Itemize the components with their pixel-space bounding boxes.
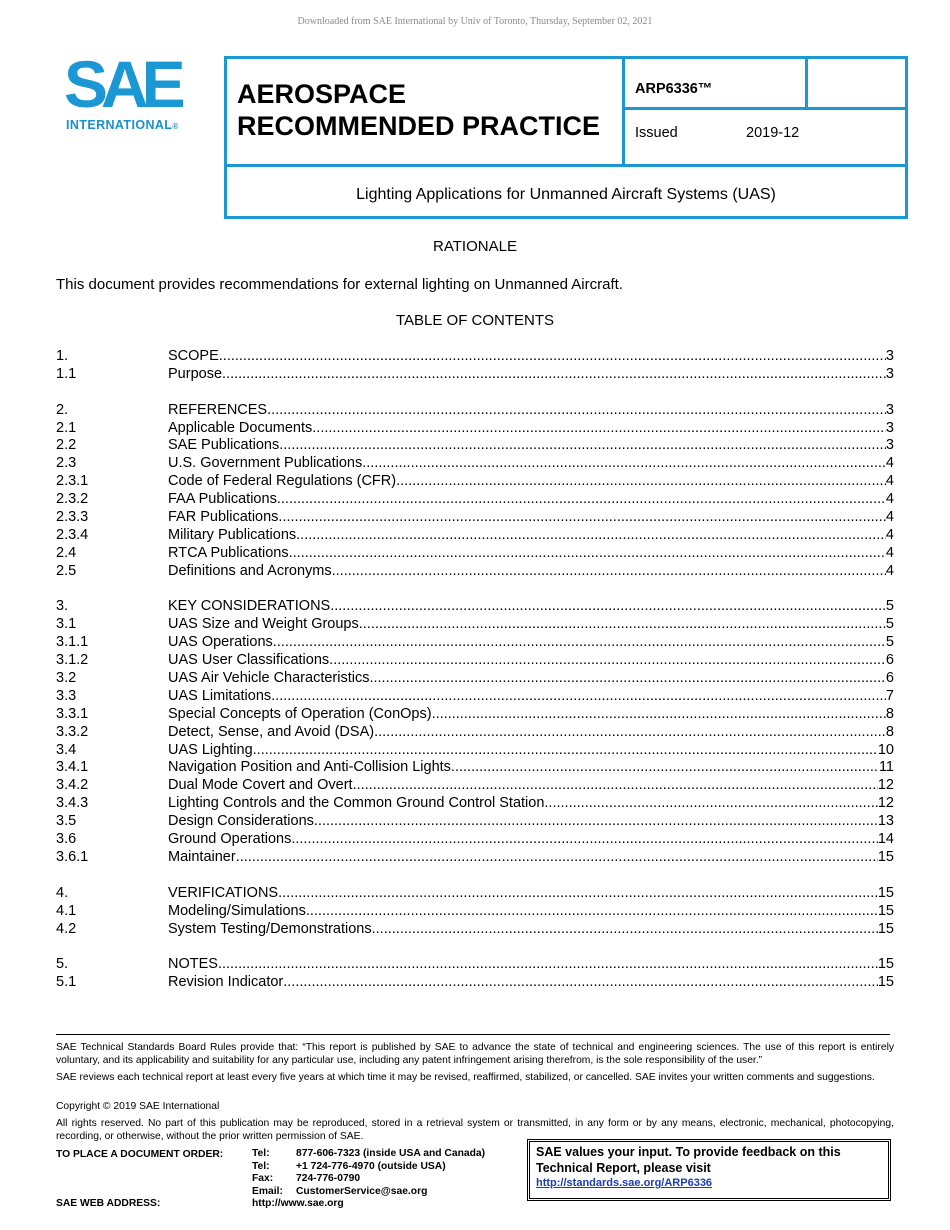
toc-entry[interactable]: [56, 473, 894, 491]
toc-entry-number: 2.4: [56, 544, 77, 561]
toc-entry[interactable]: [56, 974, 894, 992]
toc-leader-dots: [353, 777, 878, 795]
toc-entry-title: NOTES: [168, 956, 218, 973]
download-notice: Downloaded from SAE International by Univ of Toronto, Thursday, September 02, 2021: [297, 16, 653, 27]
toc-entry-number: 2.3.1: [56, 473, 89, 490]
toc-entry-number: 1.: [56, 348, 69, 364]
contact-row: [252, 1148, 486, 1161]
toc-entry-page: 15: [877, 974, 894, 991]
toc-entry[interactable]: [56, 777, 894, 795]
toc-entry[interactable]: [56, 813, 894, 831]
document-type-line2: RECOMMENDED PRACTICE: [237, 111, 601, 141]
toc-entry-page: 12: [877, 777, 894, 794]
toc-entry-number: 3.3.1: [56, 705, 89, 722]
document-title: Lighting Applications for Unmanned Aircraft Systems (UAS): [356, 186, 776, 203]
toc-entry[interactable]: [56, 420, 894, 438]
toc-entry-page: 12: [877, 795, 894, 812]
toc-entry-title: UAS Limitations: [168, 687, 272, 704]
toc-entry-page: 4: [885, 544, 894, 561]
toc-leader-dots: [279, 437, 886, 455]
toc-entry-number: 3.1.2: [56, 652, 89, 669]
toc-entry[interactable]: [56, 956, 894, 974]
toc-entry-title: FAR Publications: [168, 509, 279, 526]
toc-entry[interactable]: [56, 634, 894, 652]
toc-leader-dots: [432, 706, 886, 724]
toc-entry-title: Military Publications: [168, 526, 297, 543]
feedback-box: [527, 1139, 891, 1201]
toc-entry[interactable]: [56, 563, 894, 581]
toc-entry-number: 3.4: [56, 741, 77, 758]
sae-logo-subtext: INTERNATIONAL®: [66, 118, 179, 132]
toc-entry-page: 8: [885, 705, 894, 722]
contact-row: [252, 1173, 361, 1186]
table-of-contents: [56, 348, 894, 992]
toc-entry-title: Applicable Documents: [168, 419, 313, 436]
contact-row: [252, 1160, 446, 1174]
toc-entry-page: 3: [885, 437, 894, 454]
toc-entry[interactable]: [56, 402, 894, 420]
toc-leader-dots: [236, 849, 878, 867]
toc-entry-title: KEY CONSIDERATIONS: [168, 598, 331, 615]
toc-entry[interactable]: [56, 598, 894, 616]
toc-entry-title: Modeling/Simulations: [168, 902, 306, 919]
toc-entry-page: 6: [885, 670, 894, 687]
toc-entry-number: 3.1.1: [56, 634, 89, 651]
toc-entry-page: 15: [877, 884, 894, 901]
toc-entry-page: 8: [885, 723, 894, 740]
web-address-label: SAE WEB ADDRESS:: [56, 1198, 161, 1209]
toc-entry-number: 3.4.3: [56, 795, 89, 812]
feedback-link[interactable]: http://standards.sae.org/ARP6336: [536, 1177, 713, 1189]
toc-leader-dots: [277, 491, 886, 509]
contact-key: Tel:: [252, 1160, 270, 1172]
toc-entry-number: 2.3.4: [56, 526, 89, 543]
toc-leader-dots: [291, 831, 878, 849]
toc-leader-dots: [283, 974, 878, 992]
toc-entry[interactable]: [56, 545, 894, 563]
toc-entry-title: UAS Air Vehicle Characteristics: [168, 670, 370, 687]
toc-entry-number: 3.5: [56, 813, 77, 830]
toc-entry-number: 4.: [56, 884, 69, 901]
toc-entry-title: UAS Size and Weight Groups: [168, 616, 359, 633]
toc-entry-page: 15: [877, 848, 894, 865]
toc-entry-number: 5.: [56, 956, 69, 973]
toc-leader-dots: [273, 634, 886, 652]
toc-entry-title: SCOPE: [168, 348, 219, 364]
toc-entry-page: 5: [885, 598, 894, 615]
toc-leader-dots: [372, 921, 878, 939]
toc-entry-page: 4: [885, 509, 894, 526]
toc-entry[interactable]: [56, 849, 894, 867]
toc-entry[interactable]: [56, 616, 894, 634]
contact-row: [252, 1185, 428, 1199]
toc-entry[interactable]: [56, 831, 894, 849]
rationale-heading: RATIONALE: [433, 238, 517, 255]
document-header: [224, 56, 908, 219]
contact-key: Email:: [252, 1185, 283, 1197]
toc-leader-dots: [306, 903, 878, 921]
toc-entry[interactable]: [56, 795, 894, 813]
toc-entry-title: RTCA Publications: [168, 544, 289, 561]
toc-entry-page: 6: [885, 652, 894, 669]
toc-leader-dots: [253, 742, 878, 760]
toc-leader-dots: [222, 366, 886, 384]
toc-entry-number: 2.1: [56, 419, 77, 436]
toc-entry-title: Purpose: [168, 365, 223, 382]
toc-entry-title: Definitions and Acronyms: [168, 562, 332, 579]
copyright: Copyright © 2019 SAE International: [56, 1101, 220, 1112]
toc-entry-number: 3.4.2: [56, 777, 89, 794]
toc-leader-dots: [296, 527, 886, 545]
toc-entry[interactable]: [56, 759, 894, 777]
standards-board-rules: SAE Technical Standards Board Rules provide that: “This report is published by SAE to advance the state of technical and engineering sciences. The use of this report is entirely voluntary, and its applicability and suitability for any particular use, including any patent infringement arising therefrom, is the sole responsibility of the user.”: [56, 1042, 894, 1066]
toc-entry[interactable]: [56, 437, 894, 455]
document-number-cell: [625, 59, 808, 110]
toc-entry-title: Special Concepts of Operation (ConOps): [168, 705, 432, 722]
toc-entry-number: 2.3.3: [56, 509, 89, 526]
toc-leader-dots: [219, 348, 886, 366]
toc-entry-number: 2.5: [56, 562, 77, 579]
toc-leader-dots: [544, 795, 877, 813]
toc-entry-page: 14: [877, 831, 894, 848]
toc-entry-page: 10: [877, 741, 894, 758]
toc-entry-page: 3: [885, 348, 894, 364]
contact-value: +1 724-776-4970 (outside USA): [296, 1160, 446, 1172]
toc-entry-page: 5: [885, 634, 894, 651]
toc-entry-number: 3.3: [56, 687, 77, 704]
toc-leader-dots: [218, 956, 878, 974]
toc-entry-title: Revision Indicator: [168, 974, 284, 991]
toc-entry-title: Maintainer: [168, 848, 236, 865]
toc-entry-page: 4: [885, 562, 894, 579]
document-number: ARP6336™: [635, 81, 713, 97]
toc-entry-title: Code of Federal Regulations (CFR): [168, 473, 397, 490]
toc-heading: TABLE OF CONTENTS: [395, 312, 555, 329]
toc-entry-page: 4: [885, 455, 894, 472]
toc-entry-title: REFERENCES: [168, 401, 268, 418]
toc-entry-page: 13: [877, 813, 894, 830]
toc-entry-title: UAS Lighting: [168, 741, 253, 758]
toc-leader-dots: [278, 509, 886, 527]
toc-entry[interactable]: [56, 921, 894, 939]
toc-leader-dots: [271, 688, 886, 706]
toc-entry-number: 3.: [56, 598, 69, 615]
review-notice: SAE reviews each technical report at least every five years at which time it may be revised, reaffirmed, stabilized, or cancelled. SAE invites your written comments and suggestions.: [56, 1072, 875, 1083]
toc-entry-title: SAE Publications: [168, 437, 280, 454]
toc-entry-title: Lighting Controls and the Common Ground Control Station: [168, 795, 545, 812]
toc-entry-title: UAS User Classifications: [168, 652, 330, 669]
toc-entry-number: 2.2: [56, 437, 77, 454]
toc-entry-page: 11: [878, 759, 894, 776]
toc-entry-page: 3: [885, 401, 894, 418]
toc-entry[interactable]: [56, 903, 894, 921]
toc-entry-title: Ground Operations: [168, 831, 292, 848]
toc-entry[interactable]: [56, 509, 894, 527]
document-type-line1: AEROSPACE: [237, 79, 407, 109]
toc-entry[interactable]: [56, 742, 894, 760]
toc-leader-dots: [312, 420, 886, 438]
toc-entry-number: 2.3.2: [56, 491, 89, 508]
toc-entry-title: System Testing/Demonstrations: [168, 920, 372, 937]
toc-leader-dots: [314, 813, 878, 831]
contact-key: Fax:: [252, 1173, 274, 1184]
toc-entry[interactable]: [56, 527, 894, 545]
toc-entry[interactable]: [56, 885, 894, 903]
toc-leader-dots: [267, 402, 886, 420]
toc-entry-number: 2.: [56, 401, 69, 418]
toc-entry-title: Dual Mode Covert and Overt: [168, 777, 353, 794]
rights-notice: All rights reserved. No part of this publication may be reproduced, stored in a retrieval system or transmitted, in any form or by any means, electronic, mechanical, photocopying, recording, or otherwise, without the prior written permission of SAE.: [56, 1118, 894, 1142]
toc-leader-dots: [332, 563, 886, 581]
toc-entry[interactable]: [56, 455, 894, 473]
issued-date: 2019-12: [746, 125, 800, 141]
sae-logo-letters: SAE: [64, 55, 179, 113]
toc-entry-title: U.S. Government Publications: [168, 455, 363, 472]
contact-key: Tel:: [252, 1148, 270, 1159]
toc-entry-title: FAA Publications: [168, 491, 277, 508]
toc-entry-title: UAS Operations: [168, 634, 273, 651]
contact-info: [252, 1148, 486, 1211]
toc-entry-number: 3.3.2: [56, 723, 89, 740]
toc-leader-dots: [374, 724, 886, 742]
contact-value: 877-606-7323 (inside USA and Canada): [296, 1148, 486, 1159]
order-label: TO PLACE A DOCUMENT ORDER:: [56, 1149, 224, 1160]
issued-cell: [625, 110, 905, 167]
toc-entry-page: 15: [877, 920, 894, 937]
toc-entry-page: 7: [885, 687, 894, 704]
toc-entry[interactable]: [56, 688, 894, 706]
toc-entry-number: 3.6: [56, 831, 77, 848]
toc-entry-number: 4.1: [56, 902, 77, 919]
toc-entry-number: 3.6.1: [56, 848, 89, 865]
toc-entry-number: 2.3: [56, 455, 77, 472]
toc-entry[interactable]: [56, 366, 894, 384]
toc-entry-title: Navigation Position and Anti-Collision Lights: [168, 759, 451, 776]
issued-label: Issued: [635, 125, 678, 141]
contact-value: CustomerService@sae.org: [296, 1185, 428, 1197]
toc-leader-dots: [369, 670, 885, 688]
toc-entry[interactable]: [56, 670, 894, 688]
toc-leader-dots: [278, 885, 878, 903]
toc-leader-dots: [396, 473, 886, 491]
web-address[interactable]: http://www.sae.org: [252, 1198, 344, 1209]
toc-entry-title: Detect, Sense, and Avoid (DSA): [168, 723, 375, 740]
toc-entry[interactable]: [56, 652, 894, 670]
toc-leader-dots: [362, 455, 886, 473]
sae-logo-mark: [64, 55, 184, 113]
toc-entry-title: VERIFICATIONS: [168, 884, 279, 901]
toc-entry-page: 15: [877, 956, 894, 973]
toc-entry-page: 3: [885, 365, 894, 382]
toc-entry-number: 1.1: [56, 365, 77, 382]
toc-entry[interactable]: [56, 348, 894, 366]
toc-leader-dots: [330, 598, 886, 616]
toc-entry-title: Design Considerations: [168, 813, 314, 830]
sae-logo: [64, 55, 196, 135]
toc-leader-dots: [289, 545, 886, 563]
toc-entry-page: 4: [885, 491, 894, 508]
toc-entry-page: 4: [885, 473, 894, 490]
toc-leader-dots: [329, 652, 886, 670]
toc-entry-number: 3.1: [56, 616, 77, 633]
contact-value: 724-776-0790: [296, 1173, 361, 1184]
footer-divider: [56, 1034, 890, 1035]
rationale-text: This document provides recommendations for external lighting on Unmanned Aircraft.: [56, 276, 623, 293]
toc-leader-dots: [451, 759, 879, 777]
feedback-message: SAE values your input. To provide feedback on this Technical Report, please visit: [536, 1145, 841, 1175]
toc-entry-number: 4.2: [56, 920, 77, 937]
toc-leader-dots: [359, 616, 886, 634]
empty-header-cell: [808, 59, 905, 110]
toc-entry-number: 3.4.1: [56, 759, 89, 776]
document-type: [227, 59, 625, 167]
toc-entry-page: 4: [885, 526, 894, 543]
toc-entry-page: 5: [885, 616, 894, 633]
toc-entry[interactable]: [56, 706, 894, 724]
toc-entry-page: 3: [885, 419, 894, 436]
toc-entry[interactable]: [56, 724, 894, 742]
toc-entry-page: 15: [877, 902, 894, 919]
toc-entry-number: 5.1: [56, 974, 77, 991]
toc-entry-number: 3.2: [56, 670, 77, 687]
toc-entry[interactable]: [56, 491, 894, 509]
